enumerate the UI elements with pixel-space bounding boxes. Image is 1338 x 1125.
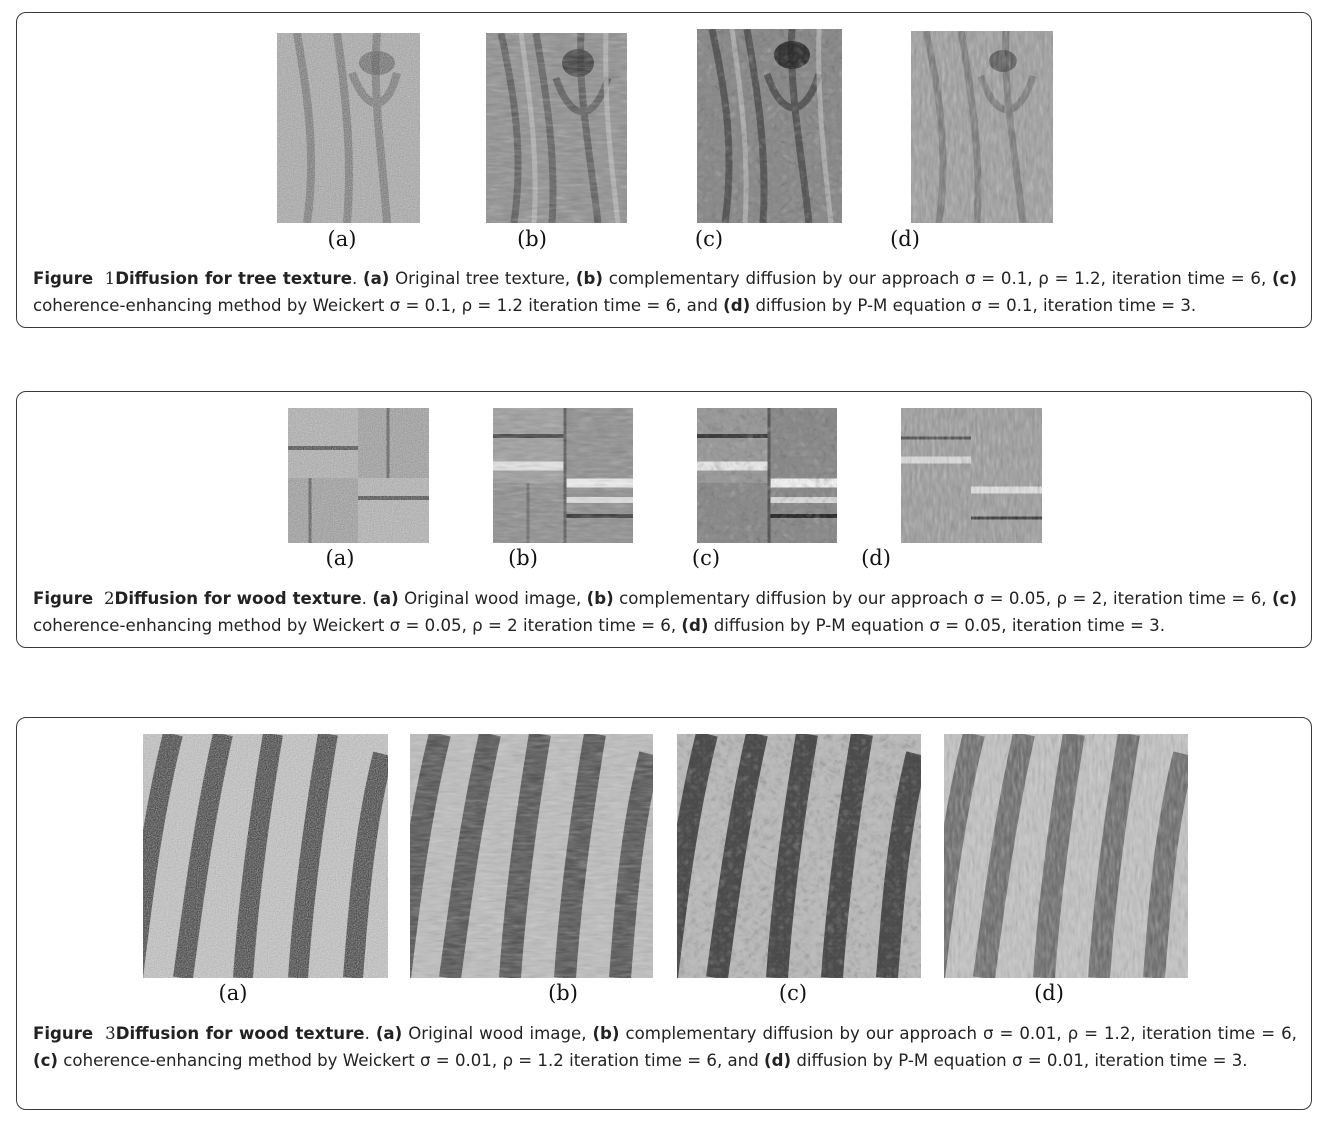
caption-segment: coherence-enhancing method by Weickert σ = 0.1, ρ = 1.2 iteration time = 6, and (33, 296, 724, 315)
caption-sublabel: (d) (723, 296, 751, 315)
caption-sublabel: (c) (1271, 269, 1297, 288)
figure-3-sublabel-a: (a) (218, 981, 248, 1005)
figure-1-image-b (486, 33, 627, 223)
figure-3-sublabel-c: (c) (778, 981, 808, 1005)
caption-sublabel: (c) (1271, 589, 1297, 608)
caption-segment: complementary diffusion by our approach σ = 0.05, ρ = 2, iteration time = 6, (613, 589, 1272, 608)
caption-segment: Original tree texture, (389, 269, 576, 288)
figure-1-label: Figure (33, 269, 94, 288)
caption-segment: diffusion by P-M equation σ = 0.1, iteration time = 3. (750, 296, 1197, 315)
caption-segment: diffusion by P-M equation σ = 0.01, iteration time = 3. (791, 1051, 1248, 1070)
figure-3-title: Diffusion for wood texture (115, 1024, 365, 1043)
caption-sublabel: (a) (372, 589, 399, 608)
figure-3-image-b (410, 734, 653, 978)
figure-2-label: Figure (33, 589, 94, 608)
figure-1-number: 1 (104, 269, 116, 288)
figure-3-label: Figure (33, 1024, 94, 1043)
figure-3-number: 3 (105, 1024, 116, 1043)
caption-sublabel: (a) (363, 269, 390, 288)
caption-segment: coherence-enhancing method by Weickert σ = 0.05, ρ = 2 iteration time = 6, (33, 616, 682, 635)
caption-segment: complementary diffusion by our approach σ = 0.01, ρ = 1.2, iteration time = 6, (619, 1024, 1297, 1043)
figure-1-sublabel-d: (d) (890, 227, 920, 251)
figure-2-image-a (288, 408, 429, 543)
figure-3-sublabel-b: (b) (548, 981, 578, 1005)
figure-1-sublabel-b: (b) (517, 227, 547, 251)
caption-sublabel: (a) (375, 1024, 403, 1043)
caption-sublabel: (b) (592, 1024, 620, 1043)
figure-2-sublabel-a: (a) (325, 546, 355, 570)
figure-2-image-c (697, 408, 837, 543)
caption-segment: coherence-enhancing method by Weickert σ = 0.01, ρ = 1.2 iteration time = 6, and (58, 1051, 765, 1070)
figure-2-sublabel-b: (b) (508, 546, 538, 570)
figure-2-title: Diffusion for wood texture (114, 589, 362, 608)
figure-1-panel (16, 12, 1312, 328)
figure-1-sublabel-c: (c) (694, 227, 724, 251)
caption-sublabel: (c) (33, 1051, 59, 1070)
caption-sublabel: (d) (681, 616, 709, 635)
figure-1-sublabel-a: (a) (327, 227, 357, 251)
figure-2-sublabel-d: (d) (861, 546, 891, 570)
figure-3-image-a (143, 734, 388, 978)
figure-3-caption: Figure 3Diffusion for wood texture. (a) Original wood image, (b) complementary diffusion by our approach σ = 0.01, ρ = 1.2, iteration time = 6, (c) coherence-enhancing method by Weickert σ = 0.01, ρ = 1.2 iteration time = 6, and (d) diffusion by P-M equation σ = 0.01, iteration time = 3. (33, 1024, 1297, 1070)
caption-sublabel: (b) (586, 589, 614, 608)
figure-2-caption: Figure 2Diffusion for wood texture. (a) Original wood image, (b) complementary diffusion by our approach σ = 0.05, ρ = 2, iteration time = 6, (c) coherence-enhancing method by Weickert σ = 0.05, ρ = 2 iteration time = 6, (d) diffusion by P-M equation σ = 0.05, iteration time = 3. (33, 589, 1297, 635)
figure-2-image-d (901, 408, 1042, 543)
figure-2-number: 2 (103, 589, 115, 608)
figure-3-image-d (944, 734, 1188, 978)
figure-1-image-d (911, 31, 1053, 223)
figure-2-sublabel-c: (c) (691, 546, 721, 570)
caption-sublabel: (d) (764, 1051, 792, 1070)
caption-sublabel: (b) (575, 269, 603, 288)
figure-3-image-c (677, 734, 921, 978)
figure-2-panel (16, 391, 1312, 648)
figure-1-title: Diffusion for tree texture (115, 269, 352, 288)
figure-3-sublabel-d: (d) (1034, 981, 1064, 1005)
caption-segment: diffusion by P-M equation σ = 0.05, iteration time = 3. (708, 616, 1165, 635)
figure-3-panel (16, 717, 1312, 1110)
caption-segment: complementary diffusion by our approach σ = 0.1, ρ = 1.2, iteration time = 6, (602, 269, 1272, 288)
figure-2-image-b (493, 408, 633, 543)
caption-segment: Original wood image, (402, 1024, 593, 1043)
figure-1-image-a (277, 33, 420, 223)
figure-1-image-c (697, 29, 842, 223)
figure-1-caption: Figure 1Diffusion for tree texture. (a) Original tree texture, (b) complementary diffusion by our approach σ = 0.1, ρ = 1.2, iteration time = 6, (c) coherence-enhancing method by Weickert σ = 0.1, ρ = 1.2 iteration time = 6, and (d) diffusion by P-M equation σ = 0.1, iteration time = 3. (33, 269, 1297, 315)
caption-segment: Original wood image, (398, 589, 587, 608)
